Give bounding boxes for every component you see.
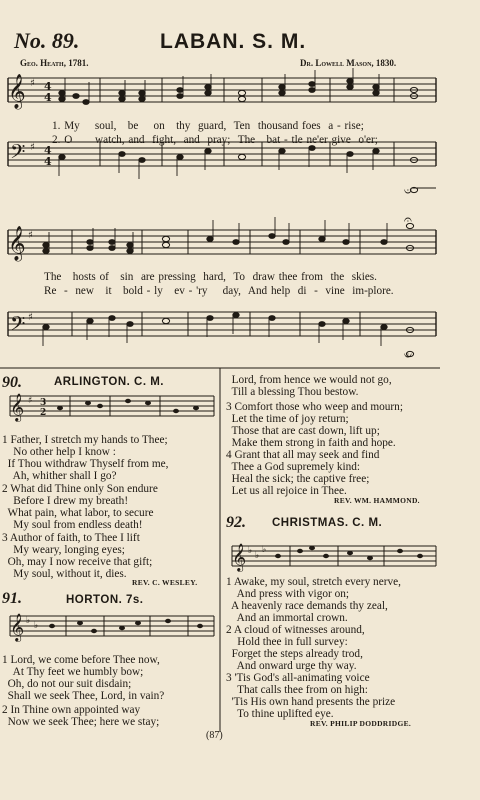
laban-lyric-line-1: 1. My soul, be on thy guard, Ten thousand foes a - rise; [52,120,364,132]
svg-text:4: 4 [44,91,52,104]
svg-text:4: 4 [44,144,52,157]
svg-text:𝄑: 𝄑 [404,348,412,364]
hymn-number-89: No. 89. [14,28,80,53]
arlington-author: REV. C. WESLEY. [132,578,198,587]
hymn-title-christmas: CHRISTMAS. C. M. [272,517,383,529]
svg-text:♯: ♯ [28,312,33,323]
svg-text:𝄢: 𝄢 [10,140,26,168]
svg-text:𝄐: 𝄐 [404,212,412,228]
svg-text:♭: ♭ [248,546,253,556]
music-credit: Dr. Lowell Mason, 1830. [300,58,397,68]
hymn-number-90: 90. [2,374,22,391]
page-number: (87) [206,730,223,741]
horton-verse-1: 1 Lord, we come before Thee now, At Thy feet we humbly bow; Oh, do not our suit disdain; Shall we seek Thee, Lord, in vain? [2,654,165,703]
svg-text:𝄞: 𝄞 [10,393,25,421]
words-credit: Geo. Heath, 1781. [20,58,89,68]
laban-lyric-line-4: Re - new it bold - ly ev - 'ry day, And help di - vine im-plore. [44,285,394,297]
svg-text:♯: ♯ [28,230,33,241]
svg-text:𝄞: 𝄞 [10,613,25,641]
horton-verse-2: 2 In Thine own appointed way Now we seek Thee; here we stay; [2,704,160,729]
svg-text:4: 4 [44,80,52,93]
arlington-verse-1: 1 Father, I stretch my hands to Thee; No other help I know : If Thou withdraw Thyself from me, Ah, whither shall I go? [2,434,169,483]
svg-text:𝄞: 𝄞 [232,543,247,571]
hymn-number-92: 92. [226,514,246,531]
svg-text:𝄑: 𝄑 [404,184,412,200]
hymn-title-arlington: ARLINGTON. C. M. [54,376,165,388]
horton-verse-2-continued: Lord, from hence we would not go, Till a blessing Thou bestow. [231,374,392,399]
svg-text:𝄢: 𝄢 [10,312,26,340]
svg-text:3: 3 [40,398,47,408]
horton-verse-3: 3 Comfort those who weep and mourn; Let the time of joy return; Those that are cast down, lift up; Make them strong in faith and hope. [226,401,403,450]
christmas-verse-3: 3 'Tis God's all-animating voice That calls thee from on high: 'Tis His own hand presents the prize To thine uplifted eye. [226,672,396,721]
svg-text:♯: ♯ [28,396,33,406]
svg-text:♭: ♭ [34,621,39,631]
hymn-title-horton: HORTON. 7s. [66,594,144,606]
laban-lyric-line-3: The hosts of sin are pressing hard, To draw thee from the skies. [44,271,377,283]
svg-text:4: 4 [44,155,52,168]
christmas-verse-2: 2 A cloud of witnesses around, Hold thee in full survey: Forget the steps already trod, And onward urge thy way. [226,624,365,673]
horton-verse-4: 4 Grant that all may seek and find Thee a God supremely kind: Heal the sick; the captive free; Let us all rejoice in Thee. [226,449,380,498]
christmas-author: REV. PHILIP DODDRIDGE. [310,719,412,728]
horton-author: REV. WM. HAMMOND. [334,496,420,505]
svg-text:♭: ♭ [262,545,267,555]
svg-text:♭: ♭ [255,551,260,561]
arlington-verse-3: 3 Author of faith, to Thee I lift My weary, longing eyes; Oh, may I now receive that gift; My soul, without it, dies. [2,532,153,581]
hymn-number-91: 91. [2,590,22,607]
svg-text:♯: ♯ [30,78,35,89]
arlington-verse-2: 2 What did Thine only Son endure Before I drew my breath! What pain, what labor, to secure My soul from endless death! [2,483,158,532]
christmas-verse-1: 1 Awake, my soul, stretch every nerve, And press with vigor on; A heavenly race demands thy zeal, And an immortal crown. [226,576,401,625]
tune-title-laban: LABAN. S. M. [160,30,307,53]
laban-lyric-line-2: 2. O watch, and fight, and pray; The bat - tle ne'er give o'er; [52,134,378,146]
svg-text:𝄞: 𝄞 [8,74,26,109]
svg-text:♯: ♯ [30,142,35,153]
svg-text:♭: ♭ [26,616,31,626]
svg-text:2: 2 [40,408,47,418]
svg-text:𝄞: 𝄞 [8,226,26,261]
